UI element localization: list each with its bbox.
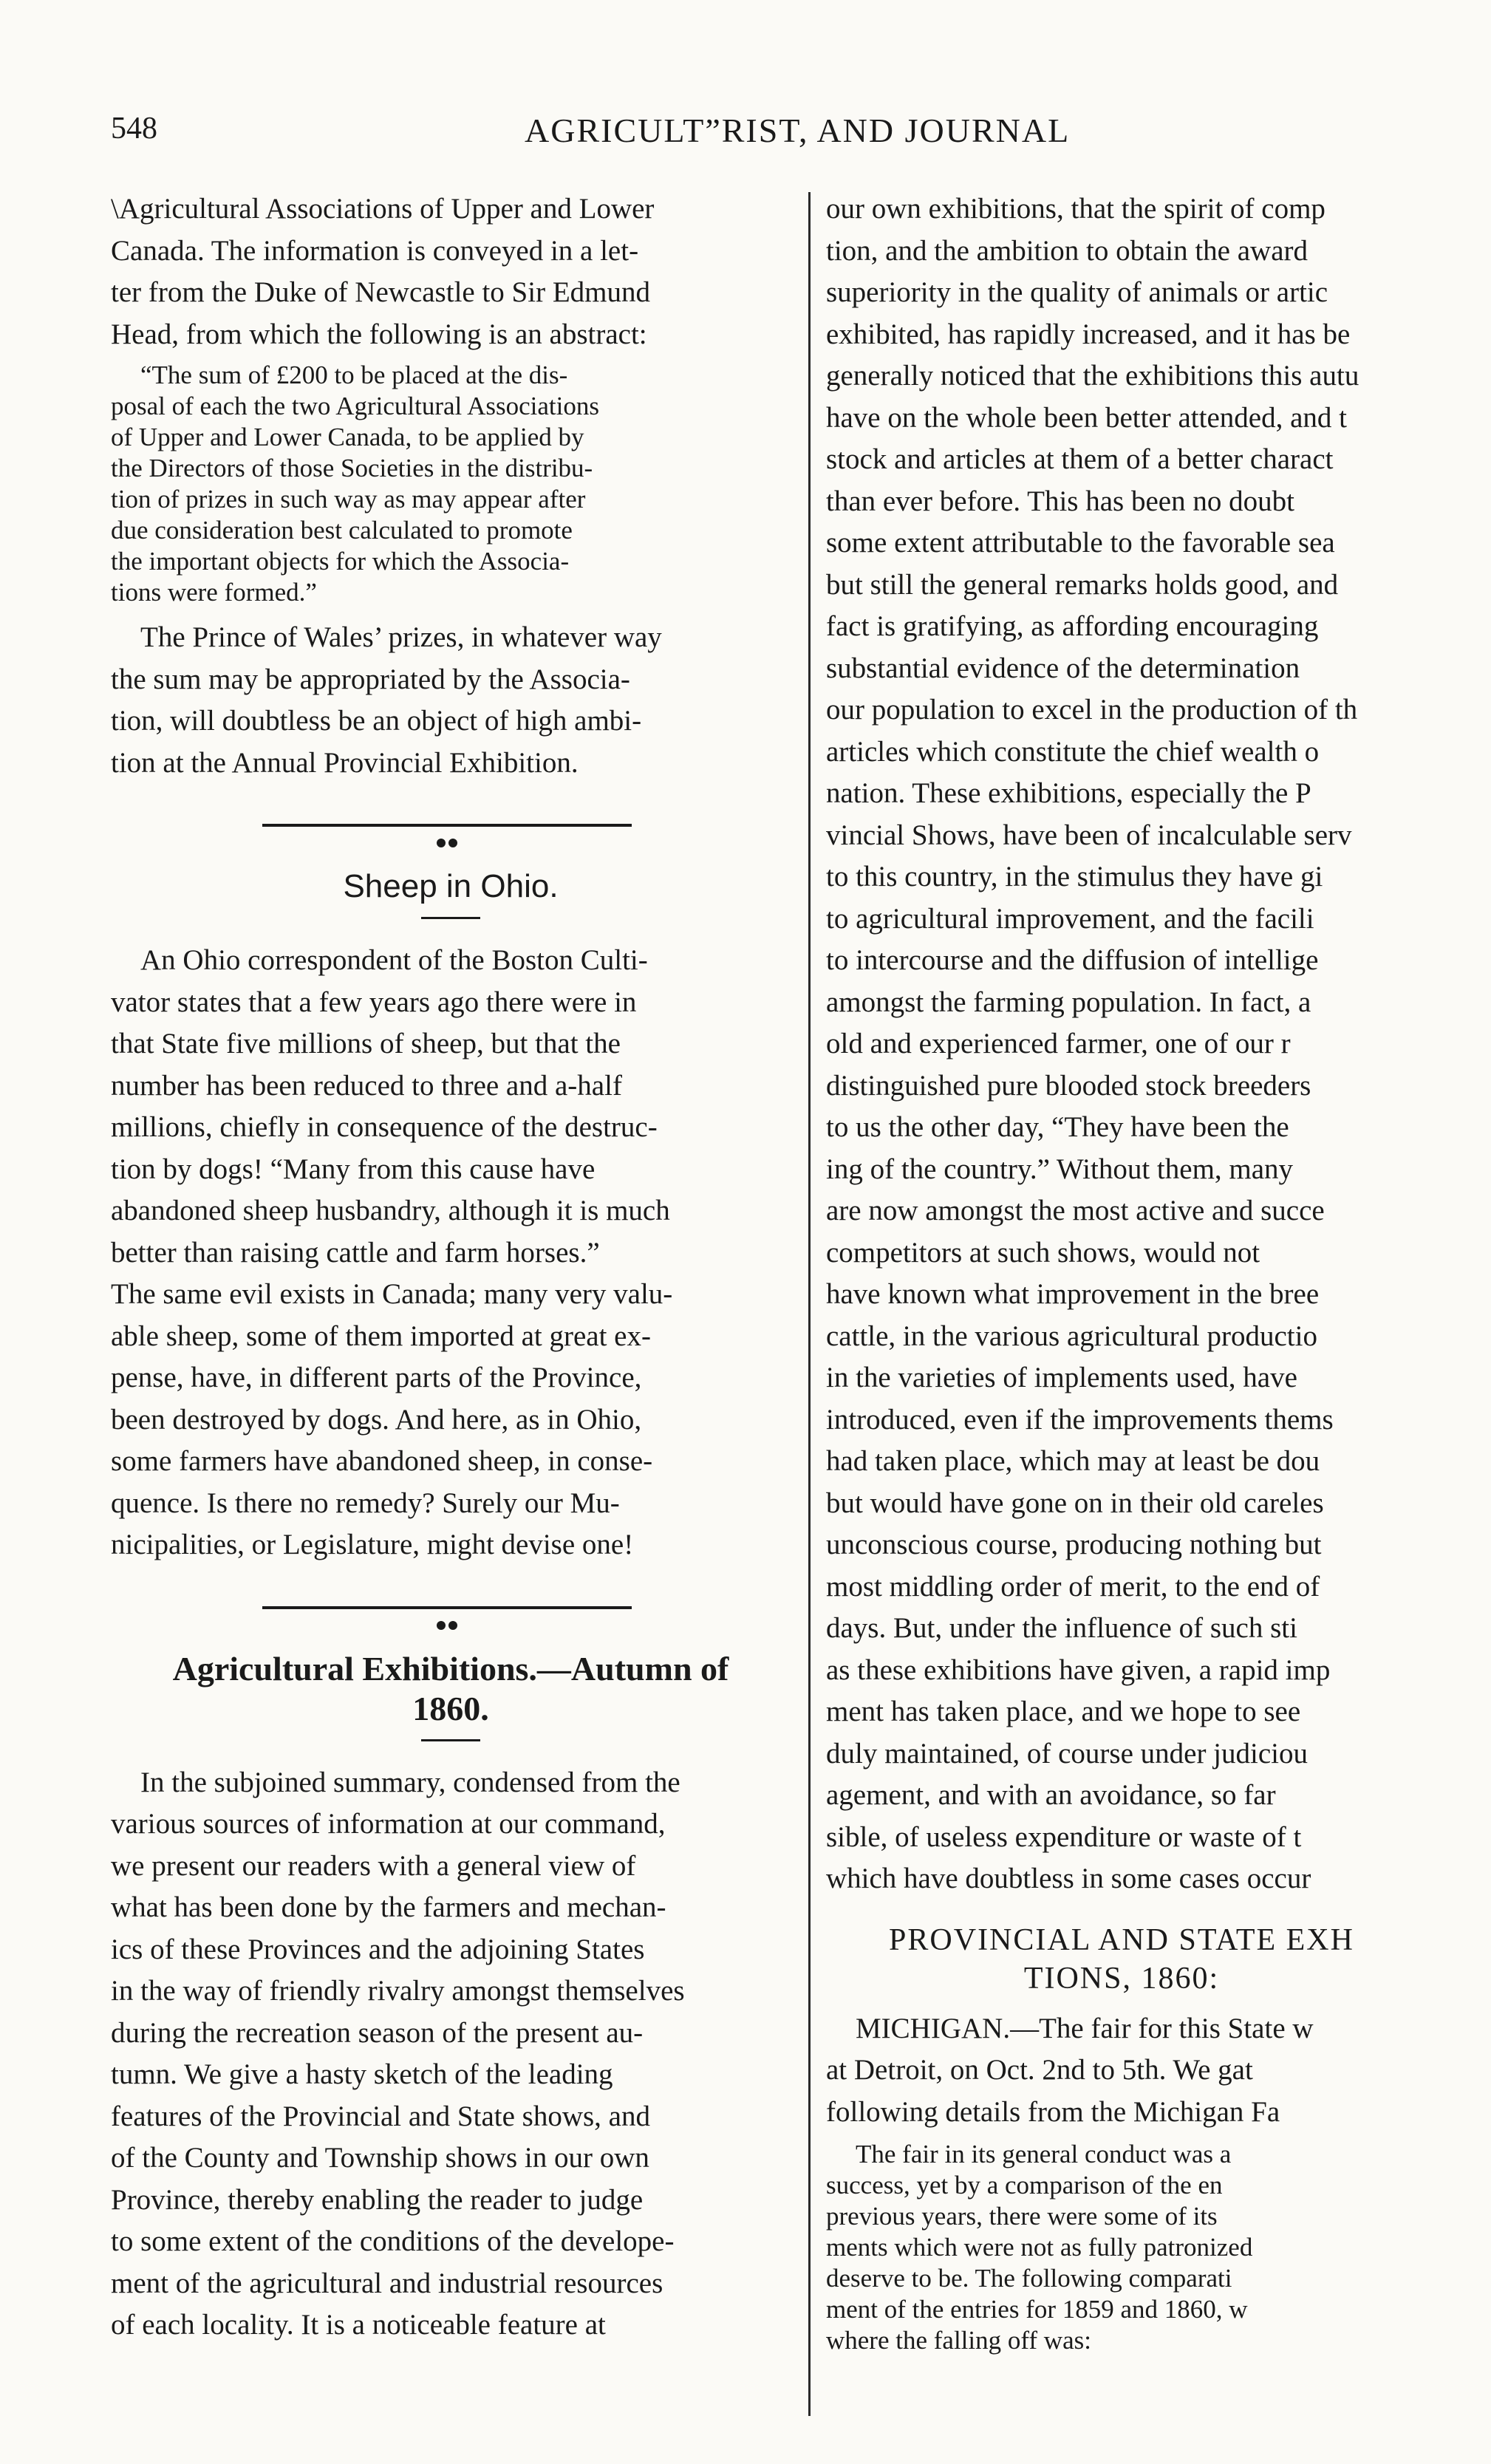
text-line: tion by dogs! “Many from this cause have xyxy=(111,1153,596,1185)
text-line: in the way of friendly rivalry amongst themselves xyxy=(111,1975,685,2007)
text-line: tion, will doubtless be an object of high ambi- xyxy=(111,705,642,737)
text-line: of each locality. It is a noticeable feature at xyxy=(111,2309,606,2341)
text-line: In the subjoined summary, condensed from the xyxy=(140,1766,680,1798)
left-column xyxy=(111,188,791,2347)
text-line: vincial Shows, have been of incalculable serv xyxy=(826,819,1352,851)
text-line: articles which constitute the chief wealth o xyxy=(826,735,1320,768)
provincial-heading xyxy=(826,1921,1417,1998)
text-line: substantial evidence of the determination xyxy=(826,652,1300,684)
text-line: most middling order of merit, to the end of xyxy=(826,1570,1320,1603)
text-line: able sheep, some of them imported at great ex- xyxy=(111,1320,651,1352)
text-line: competitors at such shows, would not xyxy=(826,1236,1260,1269)
text-line: millions, chiefly in consequence of the destruc- xyxy=(111,1111,658,1143)
text-line: have known what improvement in the bree xyxy=(826,1278,1320,1310)
ornament-separator xyxy=(111,1581,791,1634)
text-line: what has been done by the farmers and mechan- xyxy=(111,1891,666,1923)
provincial-heading-line: PROVINCIAL AND STATE EXH xyxy=(889,1922,1354,1957)
quote-line: of Upper and Lower Canada, to be applied by xyxy=(111,423,584,451)
text-line: we present our readers with a general view of xyxy=(111,1849,636,1882)
quote-line: “The sum of £200 to be placed at the dis- xyxy=(140,361,568,389)
text-line: exhibited, has rapidly increased, and it has be xyxy=(826,318,1351,350)
text-line: the sum may be appropriated by the Associa- xyxy=(111,663,630,695)
text-line: tion at the Annual Provincial Exhibition. xyxy=(111,746,579,779)
text-line: tion, and the ambition to obtain the award xyxy=(826,234,1309,267)
text-line: ment has taken place, and we hope to see xyxy=(826,1696,1301,1727)
text-line: to some extent of the conditions of the develope- xyxy=(111,2225,675,2257)
text-line: quence. Is there no remedy? Surely our Mu- xyxy=(111,1487,620,1519)
text-line: some farmers have abandoned sheep, in conse- xyxy=(111,1445,653,1477)
text-line: The same evil exists in Canada; many very valu- xyxy=(111,1278,673,1310)
text-line: vator states that a few years ago there were in xyxy=(111,986,637,1018)
text-line: Head, from which the following is an abstract: xyxy=(111,318,647,350)
text-line: features of the Provincial and State shows, and xyxy=(111,2100,650,2132)
text-line: ter from the Duke of Newcastle to Sir Edmund xyxy=(111,276,650,308)
text-line: at Detroit, on Oct. 2nd to 5th. We gat xyxy=(826,2054,1253,2086)
text-line: during the recreation season of the present au- xyxy=(111,2016,644,2049)
text-line: are now amongst the most active and succe xyxy=(826,1195,1325,1226)
text-line: ics of these Provinces and the adjoining States xyxy=(111,1933,645,1965)
text-line: superiority in the quality of animals or artic xyxy=(826,276,1328,308)
text-line: been destroyed by dogs. And here, as in Ohio, xyxy=(111,1403,642,1436)
quote-line: posal of each the two Agricultural Associations xyxy=(111,392,599,420)
prince-paragraph xyxy=(111,617,791,784)
sheep-heading: Sheep in Ohio. xyxy=(343,868,559,904)
text-line: unconscious course, producing nothing but xyxy=(826,1529,1322,1560)
text-line: Canada. The information is conveyed in a let- xyxy=(111,234,639,267)
text-line: introduced, even if the improvements thems xyxy=(826,1403,1334,1436)
text-line: as these exhibitions have given, a rapid imp xyxy=(826,1654,1331,1686)
text-line: stock and articles at them of a better charact xyxy=(826,443,1334,475)
text-line: better than raising cattle and farm horses.” xyxy=(111,1236,600,1269)
text-line: sible, of useless expenditure or waste of t xyxy=(826,1820,1302,1853)
text-line: MICHIGAN.—The fair for this State w xyxy=(856,2012,1314,2044)
text-line: where the falling off was: xyxy=(826,2326,1091,2355)
text-line: to intercourse and the diffusion of intellige xyxy=(826,944,1319,976)
page-header xyxy=(111,111,1478,163)
text-line: old and experienced farmer, one of our r xyxy=(826,1028,1291,1059)
text-line: to us the other day, “They have been the xyxy=(826,1111,1289,1143)
text-line: some extent attributable to the favorable sea xyxy=(826,527,1335,559)
exhibitions-heading-year: 1860. xyxy=(412,1689,489,1727)
quote-line: tions were formed.” xyxy=(111,578,317,607)
provincial-heading-line: TIONS, 1860: xyxy=(1023,1961,1220,1996)
text-line: that State five millions of sheep, but that the xyxy=(111,1028,621,1059)
text-line: tumn. We give a hasty sketch of the leading xyxy=(111,2058,613,2090)
text-line: distinguished pure blooded stock breeders xyxy=(826,1069,1311,1102)
text-line: which have doubtless in some cases occur xyxy=(826,1863,1311,1894)
block-quote xyxy=(111,360,791,608)
right-column xyxy=(826,188,1417,2356)
text-line: success, yet by a comparison of the en xyxy=(826,2171,1223,2199)
text-line: agement, and with an avoidance, so far xyxy=(826,1779,1276,1811)
text-line: ment of the entries for 1859 and 1860, w xyxy=(826,2295,1248,2324)
text-line: The Prince of Wales’ prizes, in whatever way xyxy=(140,621,662,653)
exhibitions-heading-line: Agricultural Exhibitions.—Autumn of xyxy=(172,1649,729,1687)
text-line: Province, thereby enabling the reader to judge xyxy=(111,2183,644,2216)
text-line: days. But, under the influence of such sti xyxy=(826,1612,1297,1644)
text-line: abandoned sheep husbandry, although it is much xyxy=(111,1195,670,1226)
heading-rule xyxy=(421,1739,480,1741)
text-line: following details from the Michigan Fa xyxy=(826,2095,1280,2128)
text-line: ing of the country.” Without them, many xyxy=(826,1153,1294,1185)
text-line: to agricultural improvement, and the facili xyxy=(826,902,1314,935)
intro-paragraph xyxy=(111,188,791,355)
text-line: but still the general remarks holds good, and xyxy=(826,568,1339,601)
text-line: amongst the farming population. In fact, a xyxy=(826,986,1311,1018)
text-line: have on the whole been better attended, and t xyxy=(826,401,1347,434)
ornament-separator xyxy=(111,799,791,852)
running-title: AGRICULT”RIST, AND JOURNAL xyxy=(525,112,1071,149)
text-line: duly maintained, of course under judiciou xyxy=(826,1737,1308,1769)
text-line: fact is gratifying, as affording encouraging xyxy=(826,610,1319,642)
text-line: number has been reduced to three and a-half xyxy=(111,1069,622,1102)
text-line: ments which were not as fully patronized xyxy=(826,2233,1253,2262)
heading-rule xyxy=(421,917,480,919)
text-line: cattle, in the various agricultural productio xyxy=(826,1320,1317,1352)
text-line: \Agricultural Associations of Upper and Lower xyxy=(111,193,655,225)
text-line: nation. These exhibitions, especially the P xyxy=(826,777,1311,809)
text-line: deserve to be. The following comparati xyxy=(826,2264,1232,2293)
text-line: in the varieties of implements used, have xyxy=(826,1362,1297,1393)
exhibitions-heading xyxy=(111,1649,791,1729)
continued-paragraph xyxy=(826,188,1417,1900)
michigan-paragraph xyxy=(826,2008,1417,2134)
text-line: our population to excel in the production of th xyxy=(826,694,1358,726)
quote-line: tion of prizes in such way as may appear after xyxy=(111,485,586,513)
text-line: various sources of information at our command, xyxy=(111,1808,666,1840)
text-line: had taken place, which may at least be dou xyxy=(826,1445,1320,1477)
text-line: of the County and Township shows in our own xyxy=(111,2142,649,2174)
quote-line: due consideration best calculated to promote xyxy=(111,516,573,545)
fair-paragraph xyxy=(826,2139,1417,2356)
text-line: ment of the agricultural and industrial resources xyxy=(111,2267,663,2299)
text-line: The fair in its general conduct was a xyxy=(856,2140,1232,2168)
column-rule xyxy=(808,192,811,2416)
text-line: nicipalities, or Legislature, might devise one! xyxy=(111,1529,634,1560)
sheep-paragraph xyxy=(111,940,791,1566)
exhibitions-paragraph xyxy=(111,1762,791,2347)
text-line: our own exhibitions, that the spirit of comp xyxy=(826,193,1325,225)
text-line: generally noticed that the exhibitions this autu xyxy=(826,360,1359,392)
text-line: previous years, there were some of its xyxy=(826,2202,1218,2231)
text-line: pense, have, in different parts of the Province, xyxy=(111,1362,642,1393)
text-line: but would have gone on in their old careles xyxy=(826,1487,1324,1519)
page-number: 548 xyxy=(111,112,157,146)
quote-line: the important objects for which the Associa- xyxy=(111,547,570,576)
text-line: than ever before. This has been no doubt xyxy=(826,485,1294,517)
quote-line: the Directors of those Societies in the distribu- xyxy=(111,454,593,482)
text-line: to this country, in the stimulus they have gi xyxy=(826,861,1323,893)
text-line: An Ohio correspondent of the Boston Culti- xyxy=(140,944,648,976)
